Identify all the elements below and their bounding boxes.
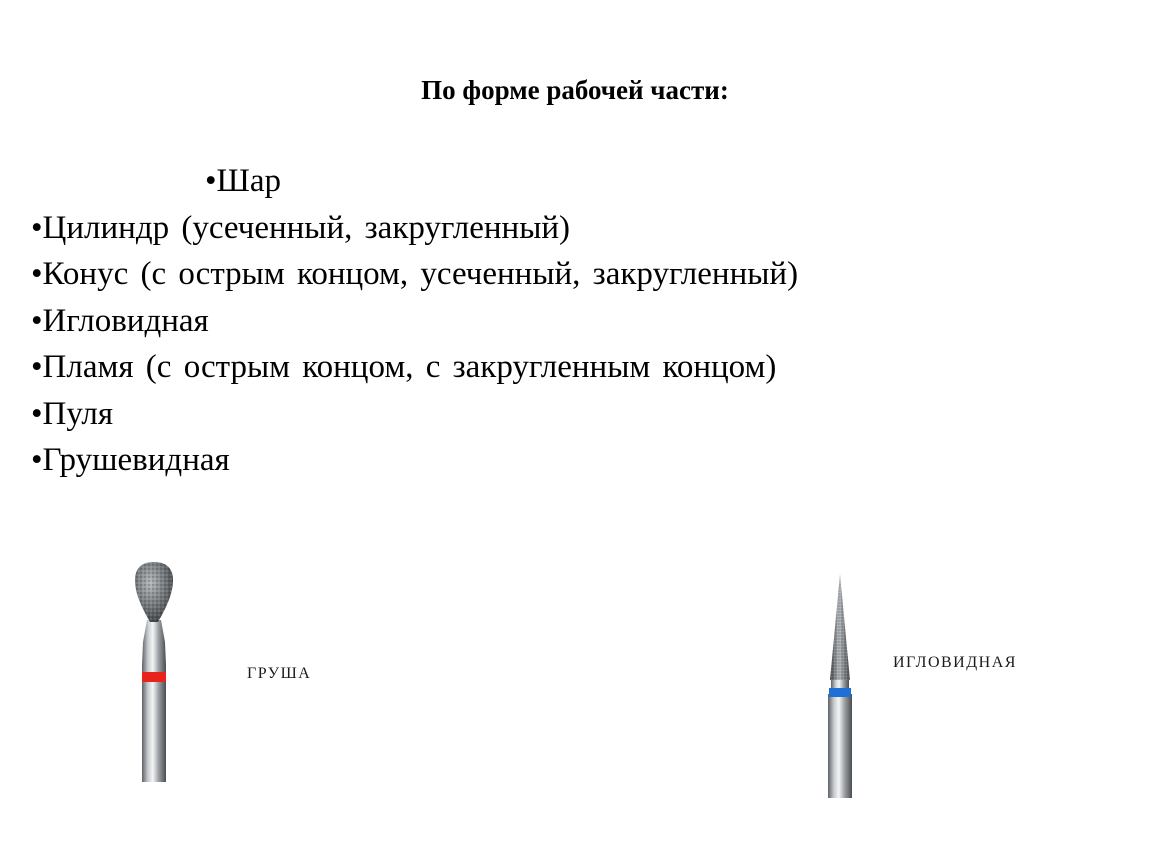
pear-bur-band [142, 672, 166, 682]
list-item-ball: •Шар [205, 163, 281, 199]
shape-list [31, 158, 798, 484]
needle-bur-band [829, 688, 851, 697]
list-item-flame: •Пламя (с острым концом, с закругленным концом) [31, 349, 777, 385]
needle-bur-image [820, 572, 860, 798]
pear-bur-caption: ГРУША [247, 665, 312, 682]
needle-bur-caption: ИГЛОВИДНАЯ [893, 654, 1017, 671]
list-item-cone: •Конус (с острым концом, усеченный, закругленный) [31, 256, 799, 292]
pear-bur-image [128, 560, 180, 782]
list-item-needle: •Игловидная [31, 302, 209, 339]
slide-title: По форме рабочей части: [421, 75, 729, 105]
list-item-cylinder: •Цилиндр (усеченный, закругленный) [31, 209, 571, 246]
list-item-pear: •Грушевидная [31, 442, 230, 478]
list-item-bullet: •Пуля [31, 395, 114, 432]
